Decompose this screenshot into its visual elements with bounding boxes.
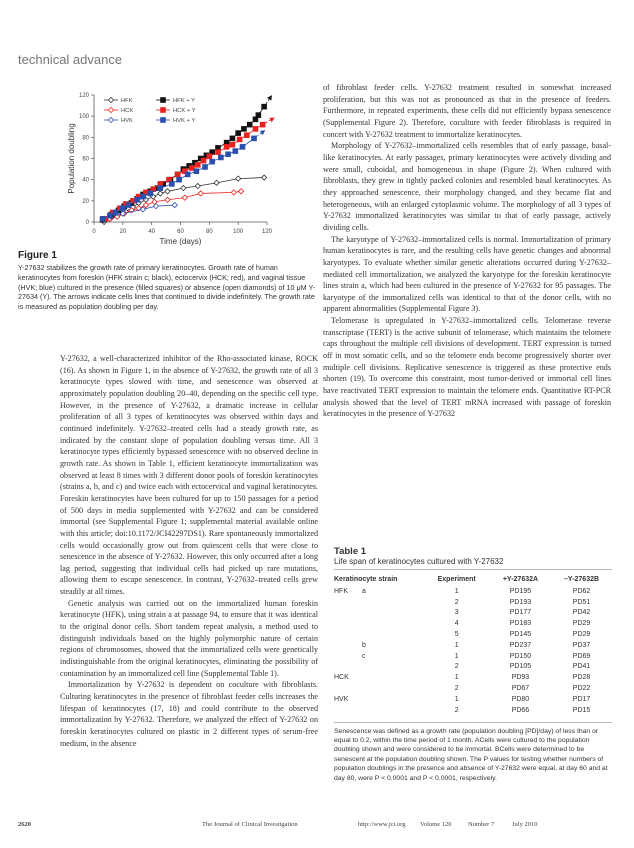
table-cell — [362, 629, 424, 640]
data-point — [230, 142, 236, 148]
x-tick-label: 20 — [119, 229, 127, 235]
table-cell: PD37 — [572, 641, 591, 649]
table-cell — [334, 662, 362, 673]
table-cell: HFK — [334, 587, 348, 595]
issue-number: Number 7 — [468, 821, 495, 828]
data-point — [202, 164, 208, 170]
table-cell: PD67 — [511, 685, 530, 693]
y-tick-label: 100 — [78, 114, 89, 121]
data-point — [182, 195, 187, 200]
table-cell — [362, 694, 424, 705]
legend-label: HVK — [121, 118, 133, 124]
figure-1-chart — [40, 80, 320, 250]
table-footnote: Senescence was defined as a growth rate (population doubling [PD]/day) of less than or equal to 0.2, within the time period of 1 month. ACells were cultured to the population doubling shown and were considered to be immortal. BCells were determined to be senescent at the population doubling shown. The P values for testing whether numbers of population doublings in the presence and absence of Y-27632 were equal, at day 60 and at day 80, were P < 0.0001 and P < 0.0001, respectively. — [334, 722, 612, 783]
figure-title: Figure 1 — [18, 250, 57, 261]
data-point — [209, 159, 215, 165]
right-column — [323, 82, 611, 420]
data-point — [172, 202, 177, 207]
table-subtitle: Life span of keratinocytes cultured with Y-27632 — [334, 557, 612, 570]
data-point — [215, 149, 221, 155]
table-row — [334, 640, 612, 651]
legend-label: HFK + Y — [173, 98, 195, 104]
data-point — [225, 151, 231, 157]
arrow-head-icon — [260, 130, 266, 135]
table-cell: PD80 — [511, 695, 530, 703]
x-tick-label: 120 — [261, 229, 273, 235]
table-cell: HCK — [334, 674, 349, 682]
table-cell: 4 — [454, 620, 459, 628]
table-cell: 2 — [454, 663, 459, 671]
table-cell: PD29 — [572, 631, 591, 639]
data-point — [224, 144, 230, 150]
data-point — [158, 191, 163, 196]
y-tick-label: 120 — [78, 93, 89, 99]
table-cell: PD69 — [572, 652, 591, 660]
data-point — [261, 104, 267, 110]
table-row — [334, 705, 612, 716]
data-point — [140, 194, 146, 200]
table-cell: 3 — [454, 609, 459, 617]
legend-label: HCK — [121, 108, 134, 114]
table-row — [334, 586, 612, 597]
table-cell — [362, 608, 424, 619]
table-row — [334, 629, 612, 640]
table-cell — [362, 618, 424, 629]
table-cell: 1 — [454, 652, 459, 660]
table-cell — [334, 608, 362, 619]
data-point — [218, 155, 224, 161]
data-point — [253, 126, 259, 132]
data-point — [147, 191, 153, 197]
table-cell: PD29 — [572, 620, 591, 628]
table-cell: PD28 — [572, 674, 591, 682]
data-point — [113, 210, 119, 216]
data-point — [107, 213, 113, 219]
data-point — [100, 216, 106, 222]
legend-marker — [108, 107, 113, 112]
table-cell: PD17 — [572, 695, 591, 703]
table-cell — [334, 597, 362, 608]
table-cell: PD42 — [572, 609, 591, 617]
table-cell: c — [362, 652, 366, 660]
table-cell: PD22 — [572, 685, 591, 693]
table-cell: PD51 — [572, 598, 591, 606]
volume: Volume 120 — [420, 821, 452, 828]
x-axis-label: Time (days) — [159, 237, 202, 246]
table-cell: PD93 — [511, 674, 530, 682]
table-row — [334, 618, 612, 629]
table-cell — [362, 597, 424, 608]
table-cell — [334, 683, 362, 694]
table-row — [334, 608, 612, 619]
data-point — [176, 177, 182, 183]
table-1 — [334, 546, 612, 783]
table-cell: PD145 — [509, 631, 532, 639]
figure-caption — [18, 250, 318, 312]
y-axis-label: Population doubling — [67, 123, 76, 194]
table-cell: 2 — [454, 598, 459, 606]
table-cell: 5 — [454, 631, 459, 639]
paragraph: Immortalization by Y-27632 is dependent on coculture with fibroblasts. Culturing keratinocytes in the presence of fibroblast feeder cells increases the lifespan of keratinocytes (17, 18) and could contribute to the observed immortalization by Y-27632. Therefore, we analyzed the effect of Y-27632 on foreskin keratinocytes cultured on plastic in 2 different types of serum-free medium, in the absence — [60, 680, 318, 748]
data-point — [126, 202, 132, 208]
table-row — [334, 683, 612, 694]
data-point — [143, 202, 148, 207]
x-tick-label: 0 — [92, 229, 96, 235]
table-cell: PD177 — [509, 609, 532, 617]
table-row — [334, 694, 612, 705]
table-cell: PD183 — [509, 620, 532, 628]
table-cell: PD105 — [509, 663, 532, 671]
legend-label: HFK — [121, 98, 133, 104]
column-header: Experiment — [437, 576, 476, 583]
data-point — [207, 154, 213, 160]
left-column — [60, 353, 318, 749]
data-point — [175, 172, 181, 178]
data-point — [194, 168, 200, 174]
table-cell: 1 — [454, 641, 459, 649]
table-cell: PD66 — [511, 706, 530, 714]
data-point — [195, 183, 200, 188]
data-point — [198, 191, 203, 196]
table-cell: b — [362, 641, 366, 649]
data-point — [185, 172, 191, 178]
lifespan-table — [334, 576, 612, 716]
table-cell: 1 — [454, 674, 459, 682]
x-tick-label: 100 — [233, 229, 244, 235]
table-cell: 1 — [454, 695, 459, 703]
data-point — [251, 136, 257, 142]
data-point — [236, 176, 241, 181]
legend-marker — [160, 97, 166, 103]
y-tick-label: 80 — [82, 135, 89, 142]
x-tick-label: 80 — [205, 229, 213, 235]
table-cell — [334, 618, 362, 629]
data-point — [169, 181, 175, 187]
data-point — [201, 158, 207, 164]
table-row — [334, 662, 612, 673]
table-cell: PD195 — [509, 587, 532, 595]
table-cell — [334, 640, 362, 651]
legend-marker — [108, 97, 113, 102]
legend-label: HVK + Y — [173, 118, 196, 124]
data-point — [262, 175, 267, 180]
table-cell: PD150 — [509, 652, 532, 660]
paragraph: The karyotype of Y-27632–immortalized cells is normal. Immortalization of primary human keratinocytes is rare, and the resulting cells have genetic changes and abnormal karyotypes. To evaluate whether similar genetic alterations occurred during Y-27632–mediated cell immortalization, we analyzed the karyotype for the foreskin keratinocyte lines strain a, which had been cultured in the presence of Y-27632 for 95 passages. The karyotype of the immortalized cells was identical to that of the donor cells, with no apparent abnormalities (Supplemental Figure 3). — [323, 234, 611, 314]
table-cell: a — [362, 587, 366, 595]
y-tick-label: 20 — [82, 198, 89, 205]
data-point — [247, 122, 253, 128]
journal-name: The Journal of Clinical Investigation — [202, 821, 298, 828]
table-cell — [362, 662, 424, 673]
data-point — [165, 189, 170, 194]
y-tick-label: 40 — [82, 177, 89, 184]
table-cell: 2 — [454, 685, 459, 693]
table-row — [334, 597, 612, 608]
data-point — [256, 112, 262, 118]
section-header: technical advance — [18, 52, 123, 67]
table-cell: PD41 — [572, 663, 591, 671]
table-cell: PD237 — [509, 641, 532, 649]
column-header: –Y-27632B — [564, 576, 600, 583]
figure-caption-text: Y-27632 stabilizes the growth rate of primary keratinocytes. Growth rate of human keratinocytes from foreskin (HFK strain c; black), ectocervix (HCK; red), and vaginal tissue (HVK; blue) cultured in the presence (filled squares) or absence (open diamonds) of 10 μM Y-27634 (Y). The arrows indicate cells lines that continued to divide indefinitely. The growth rate is measured as population doubling per day. — [18, 263, 315, 312]
table-title: Table 1 — [334, 546, 367, 557]
table-cell — [362, 672, 424, 683]
data-point — [181, 186, 186, 191]
page-number: 2620 — [18, 821, 31, 828]
data-point — [240, 144, 246, 150]
data-point — [238, 189, 243, 194]
data-point — [195, 162, 201, 168]
data-point — [235, 130, 241, 136]
table-cell: PD62 — [572, 587, 591, 595]
data-point — [214, 180, 219, 185]
data-point — [232, 148, 238, 154]
data-point — [165, 197, 170, 202]
data-point — [134, 197, 140, 203]
table-cell — [334, 629, 362, 640]
paragraph: Genetic analysis was carried out on the immortalized human foreskin keratinocyte (HFK), using strain a at passage 94, to ensure that it was identical to the original donor cells. Short tandem repeat analysis, a method used to distinguish individuals based on the highly polymorphic nature of certain regions of chromosomes, showed that the immortalized cells were genetically indistinguishable from the original keratinocytes, eliminating the possibility of contamination by an immortalized cell line (Supplemental Table 1). — [60, 598, 318, 678]
column-header: +Y-27632A — [502, 576, 539, 583]
data-point — [241, 126, 247, 132]
table-cell: 1 — [454, 587, 459, 595]
data-point — [230, 136, 236, 142]
table-row — [334, 672, 612, 683]
data-point — [244, 132, 250, 138]
table-cell — [362, 683, 424, 694]
legend-marker — [160, 107, 166, 113]
data-point — [237, 137, 243, 143]
arrow-head-icon — [267, 95, 272, 101]
paragraph: of fibroblast feeder cells. Y-27632 treatment resulted in somewhat increased proliferation, but this was not as pronounced as that in the presence of feeders. Furthermore, in repeated experiments, these cells did not efficiently bypass senescence (Supplemental Figure 2). Therefore, coculture with feeder fibroblasts is required in concert with Y-27632 treatment to immortalize keratinocytes. — [323, 83, 611, 139]
x-tick-label: 60 — [177, 229, 184, 235]
y-tick-label: 60 — [82, 156, 89, 163]
data-point — [158, 185, 164, 191]
data-point — [260, 122, 266, 128]
legend-marker — [160, 117, 166, 123]
column-header: Keratinocyte strain — [334, 576, 398, 583]
data-point — [120, 205, 126, 211]
table-cell: HVK — [334, 695, 349, 703]
table-row — [334, 651, 612, 662]
table-cell — [334, 705, 362, 716]
data-point — [231, 190, 236, 195]
issue-date: July 2010 — [512, 821, 538, 828]
paragraph: Morphology of Y-27632–immortalized cells resembles that of early passage, basal-like keratinocytes. At early passages, primary keratinocytes were actively dividing and were small, cuboidal, and homogeneous in shape (Figure 2). When cultured with fibroblasts, they grew in tightly packed colonies and resembled basal keratinocytes. As they approached senescence, their morphology changed, and they became flat and heterogeneous, with an enlarged cytoplasmic volume. The morphology of all 3 types of Y-27632 immortalized keratinocytes was similar to that of early passage, actively dividing cells. — [323, 141, 611, 232]
y-tick-label: 0 — [85, 220, 89, 226]
legend-marker — [108, 117, 113, 122]
legend-label: HCK + Y — [173, 108, 196, 114]
table-cell: PD15 — [572, 706, 591, 714]
table-cell: PD193 — [509, 598, 532, 606]
paragraph: Telomerase is upregulated in Y-27632–immortalized cells. Telomerase reverse transcriptase (TERT) is the active subunit of telomerase, which maintains the telomere caps throughout the multiple cell divisions of development. TERT expression is turned off in most somatic cells, and so the telomere ends become progressively shorter over multiple cell divisions. Replicative senescence is triggered as these protective ends shorten (19). To overcome this constraint, most tumor-derived or immortal cell lines have reactivated TERT expression to maintain the telomere ends. Quantitative RT-PCR analysis showed that the level of TERT mRNA increased with passage of foreskin keratinocytes in the presence of Y-27632 — [323, 316, 611, 419]
table-cell — [334, 651, 362, 662]
paragraph: Y-27632, a well-characterized inhibitor of the Rho-associated kinase, ROCK (16). As shown in Figure 1, in the absence of Y-27632, the growth rate of all 3 keratinocyte types slowed with time, and senescence was observed at approximately population doubling 20–40, depending on the specific cell type. However, in the presence of Y-27632, a dramatic increase in cellular proliferation of all 3 types of keratinocytes was observed within days and continued indefinitely. Y-27632–treated cells had a steady growth rate, as indicated by the constant slope of population doubling versus time. All 3 keratinocyte types efficiently bypassed senescence with no observed decline in growth rate. As shown in Table 1, efficient keratinocyte immortalization was observed at least 8 times with 3 different donor pools of foreskin keratinocytes (strains a, b, and c) and twice each with ectocervical and vaginal keratinocytes. Foreskin keratinocytes have been cultured for up to 150 passages for a period of 500 days in media supplemented with Y-27632 and can be considered immortal (see Supplemental Figure 1; supplemental material available online with this article; doi:10.1172/JCI42297DS1). Rare spontaneously immortalized cells would occasionally grow out from quiescent cells that were close to senescence in the absence of Y-27632. However, this only occurred after a long lag period, suggesting that individual cells had picked up rare mutations, allowing them to escape senescence. In contrast, Y-27632–treated cells grew steadily at all times. — [60, 354, 318, 597]
x-tick-label: 40 — [148, 229, 156, 235]
table-cell: 2 — [454, 706, 459, 714]
journal-url: http://www.jci.org — [358, 821, 406, 828]
table-cell — [362, 705, 424, 716]
